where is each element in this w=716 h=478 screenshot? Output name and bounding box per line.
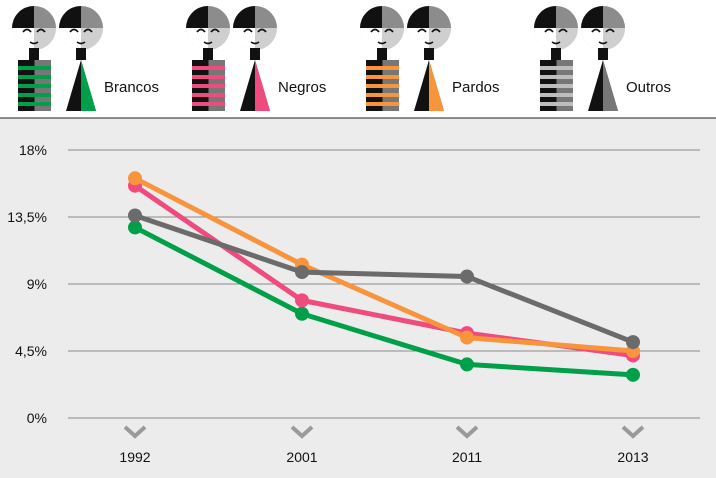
legend-label: Brancos [104, 79, 160, 96]
x-tick-label: 2013 [617, 449, 649, 465]
chevron-down-icon [623, 427, 643, 436]
x-tick-label: 2011 [451, 449, 483, 465]
x-tick-label: 2001 [286, 449, 318, 465]
legend-label: Negros [278, 79, 327, 96]
data-point [626, 368, 640, 382]
data-point [128, 209, 142, 223]
x-tick-label: 1992 [119, 449, 151, 465]
y-tick-label: 9% [26, 276, 47, 292]
x-axis [119, 427, 648, 465]
y-tick-label: 0% [26, 410, 47, 426]
series-group [128, 171, 640, 382]
legend-label: Pardos [452, 79, 500, 96]
data-point [460, 270, 474, 284]
y-tick-label: 13,5% [7, 209, 47, 225]
data-point [460, 357, 474, 371]
legend-label: Outros [626, 79, 672, 96]
series-outros [128, 209, 640, 350]
data-point [295, 307, 309, 321]
y-tick-label: 18% [18, 142, 47, 158]
data-point [295, 265, 309, 279]
data-point [128, 171, 142, 185]
data-point [626, 335, 640, 349]
y-tick-label: 4,5% [15, 343, 47, 359]
chevron-down-icon [457, 427, 477, 436]
y-axis [7, 142, 47, 426]
data-point [128, 220, 142, 234]
chevron-down-icon [292, 427, 312, 436]
series-negros [128, 179, 640, 363]
chevron-down-icon [125, 427, 145, 436]
data-point [295, 293, 309, 307]
data-point [460, 331, 474, 345]
series-line [135, 186, 633, 356]
